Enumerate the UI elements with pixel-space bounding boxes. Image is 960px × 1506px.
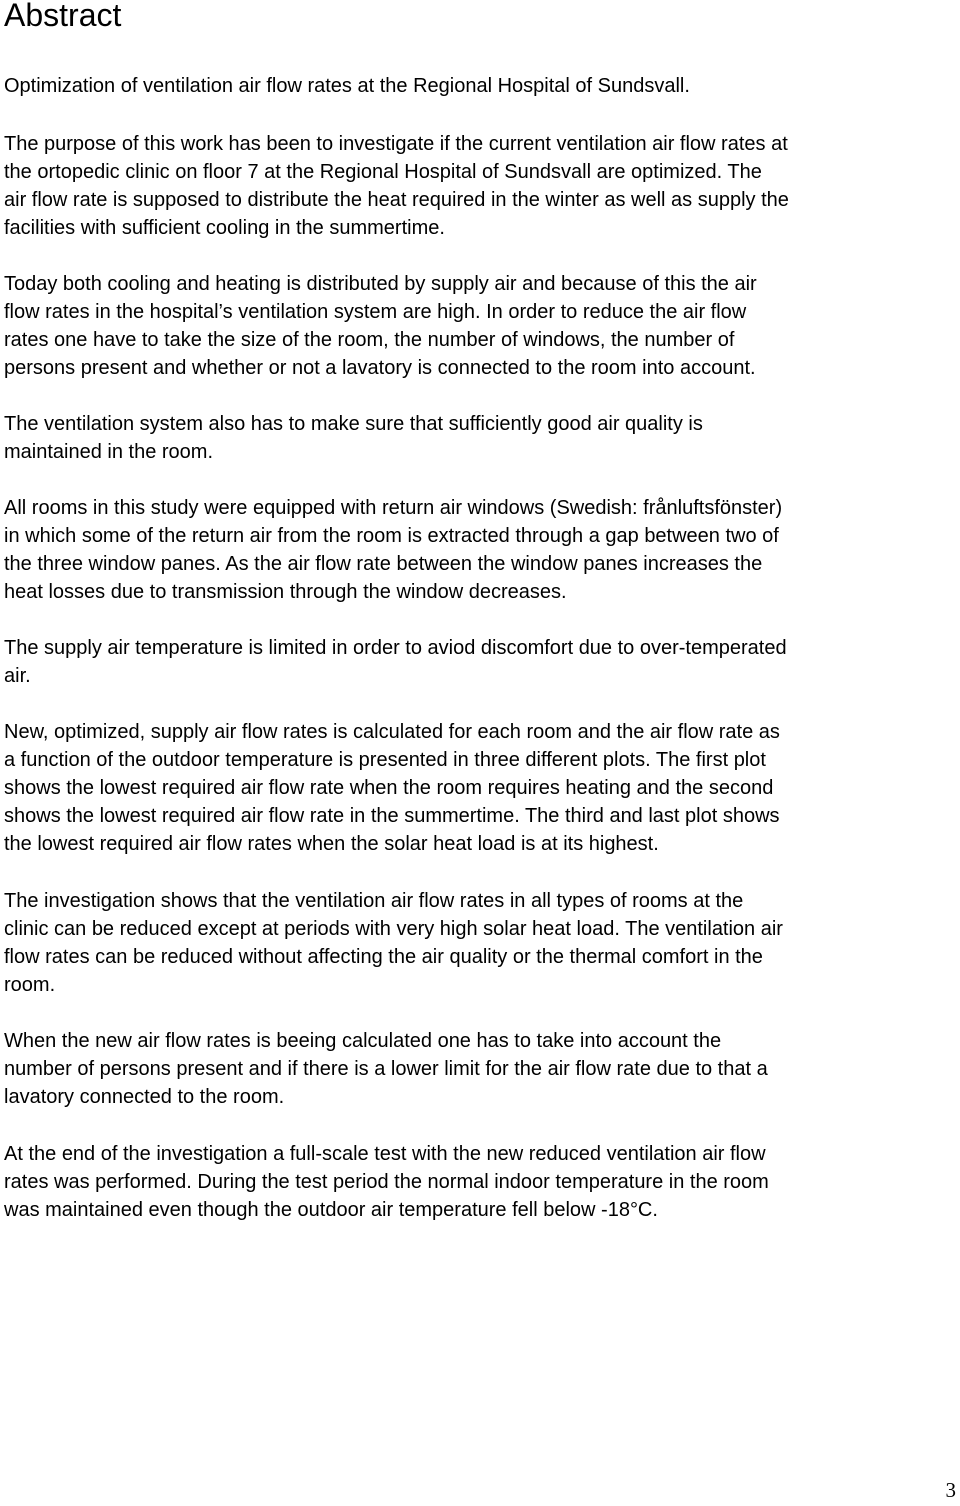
paragraph-supply-air-temperature — [4, 634, 787, 690]
paragraph-purpose — [4, 130, 789, 242]
text-line: clinic can be reduced except at periods with very high solar heat load. The ventilation air — [4, 918, 783, 940]
text-line: Today both cooling and heating is distributed by supply air and because of this the air — [4, 273, 757, 295]
text-line: The investigation shows that the ventilation air flow rates in all types of rooms at the — [4, 890, 744, 912]
text-line: room. — [4, 974, 56, 996]
paragraph-full-scale-test — [4, 1140, 769, 1224]
text-line: lavatory connected to the room. — [4, 1086, 285, 1108]
text-line: The supply air temperature is limited in order to aviod discomfort due to over-temperated — [4, 637, 787, 659]
section-heading: Abstract — [4, 0, 122, 33]
text-line: shows the lowest required air flow rate in the summertime. The third and last plot shows — [4, 805, 780, 827]
text-line: The purpose of this work has been to investigate if the current ventilation air flow rates at — [4, 133, 788, 155]
paragraph-title-line — [4, 72, 690, 100]
page-number: 3 — [945, 1478, 956, 1502]
text-line: a function of the outdoor temperature is presented in three different plots. The first plot — [4, 749, 766, 771]
document-page — [4, 0, 960, 1221]
text-line: maintained in the room. — [4, 441, 214, 463]
text-line: New, optimized, supply air flow rates is calculated for each room and the air flow rate as — [4, 721, 780, 743]
text-line: in which some of the return air from the room is extracted through a gap between two of — [4, 525, 779, 547]
text-line: heat losses due to transmission through the window decreases. — [4, 581, 567, 603]
text-line: Optimization of ventilation air flow rates at the Regional Hospital of Sundsvall. — [4, 75, 690, 97]
text-line: All rooms in this study were equipped with return air windows (Swedish: frånluftsfönster) — [4, 497, 783, 519]
text-line: At the end of the investigation a full-scale test with the new reduced ventilation air flow — [4, 1143, 766, 1165]
text-line: was maintained even though the outdoor air temperature fell below -18°C. — [4, 1199, 658, 1221]
text-line: persons present and whether or not a lavatory is connected to the room into account. — [4, 357, 756, 379]
text-line: facilities with sufficient cooling in the summertime. — [4, 217, 445, 239]
paragraph-calculation-notes — [4, 1027, 768, 1111]
text-line: When the new air flow rates is beeing calculated one has to take into account the — [4, 1030, 722, 1052]
paragraph-air-quality — [4, 410, 703, 466]
text-line: rates one have to take the size of the room, the number of windows, the number of — [4, 329, 735, 351]
text-line: The ventilation system also has to make sure that sufficiently good air quality is — [4, 413, 703, 435]
text-line: flow rates in the hospital’s ventilation system are high. In order to reduce the air flow — [4, 301, 747, 323]
paragraph-cooling-heating — [4, 270, 757, 382]
text-line: the three window panes. As the air flow rate between the window panes increases the — [4, 553, 763, 575]
text-line: rates was performed. During the test period the normal indoor temperature in the room — [4, 1171, 769, 1193]
text-line: the ortopedic clinic on floor 7 at the Regional Hospital of Sundsvall are optimized. The — [4, 161, 762, 183]
text-line: number of persons present and if there is a lower limit for the air flow rate due to that a — [4, 1058, 768, 1080]
paragraph-return-air-windows — [4, 494, 782, 606]
text-line: shows the lowest required air flow rate when the room requires heating and the second — [4, 777, 774, 799]
text-line: air. — [4, 665, 31, 687]
paragraph-investigation-results — [4, 887, 783, 999]
text-line: air flow rate is supposed to distribute the heat required in the winter as well as supply the — [4, 189, 789, 211]
text-line: the lowest required air flow rates when the solar heat load is at its highest. — [4, 833, 659, 855]
text-line: flow rates can be reduced without affecting the air quality or the thermal comfort in the — [4, 946, 763, 968]
paragraph-optimized-rates — [4, 718, 780, 858]
